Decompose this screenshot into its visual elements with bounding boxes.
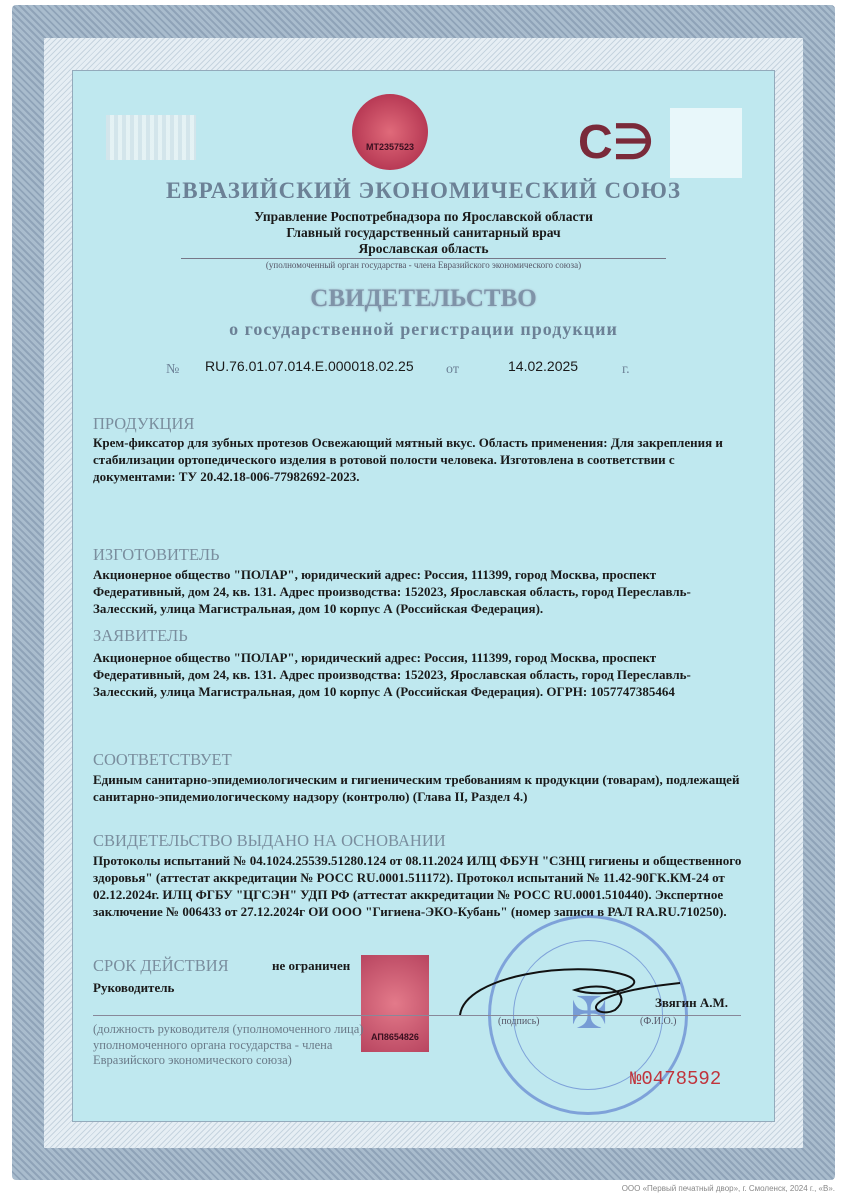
- signature-caption: (подпись): [498, 1016, 540, 1027]
- name-caption: (Ф.И.О.): [640, 1016, 677, 1027]
- hologram-bottom-code: АП8654826: [371, 1032, 419, 1042]
- conforms-text: Единым санитарно-эпидемиологическим и гигиеническим требованиям к продукции (товарам), подлежащей санитарно-эпидемиологическому надзору (контролю) (Глава II, Раздел 4.): [93, 772, 740, 804]
- hologram-strip: [106, 115, 196, 160]
- white-patch: [670, 108, 742, 178]
- signatory-name: Звягин А.М.: [655, 995, 729, 1010]
- conforms-heading: СООТВЕТСТВУЕТ: [93, 750, 232, 769]
- year-suffix: г.: [622, 362, 630, 377]
- position-caption: (должность руководителя (уполномоченного лица) уполномоченного органа государства - члена Евразийского экономического союза): [93, 1022, 364, 1067]
- role-label: Руководитель: [93, 980, 175, 995]
- manufacturer-heading: ИЗГОТОВИТЕЛЬ: [93, 545, 220, 564]
- basis-text: Протоколы испытаний № 04.1024.25539.51280.124 от 08.11.2024 ИЛЦ ФБУН "СЗНЦ гигиены и общественного здоровья" (аттестат аккредитации № РОСС RU.0001.511172). Протокол испытаний № 11.42-90ГК.КМ-24 от 02.12.2024г. ИЛЦ ФГБУ "ЦГСЭН" УДП РФ (аттестат аккредитации № РОСС RU.0001.510440). Экспертное заключение № 006433 от 27.12.2024г ОИ ООО "Гигиена-ЭКО-Кубань" (номер записи в РАЛ RA.RU.710250).: [93, 853, 742, 919]
- divider: [181, 258, 666, 259]
- certificate-date: 14.02.2025: [508, 358, 579, 374]
- applicant-text: Акционерное общество "ПОЛАР", юридический адрес: Россия, 111399, город Москва, проспект Федеративный, дом 24, кв. 131. Адрес производства: 152023, Ярославская область, город Переславль-Залесский, улица Магистральная, дом 10 корпус А (Российская Федерация). ОГРН: 1057747385464: [93, 650, 691, 699]
- validity-heading: СРОК ДЕЙСТВИЯ: [93, 956, 229, 975]
- eac-logo: С∋: [578, 116, 655, 169]
- certificate-title: СВИДЕТЕЛЬСТВО: [310, 285, 537, 312]
- number-label: №: [166, 362, 180, 377]
- date-label: от: [446, 362, 459, 377]
- hologram-top: [352, 94, 428, 170]
- authority-line-3: Ярославская область: [358, 241, 489, 256]
- authority-line-2: Главный государственный санитарный врач: [286, 225, 561, 240]
- authority-caption: (уполномоченный орган государства - члена Евразийского экономического союза): [265, 260, 582, 270]
- product-heading: ПРОДУКЦИЯ: [93, 414, 195, 433]
- basis-heading: СВИДЕТЕЛЬСТВО ВЫДАНО НА ОСНОВАНИИ: [93, 831, 446, 850]
- authority-line-1: Управление Роспотребнадзора по Ярославской области: [254, 209, 593, 224]
- hologram-code: МТ2357523: [365, 142, 415, 152]
- union-title: ЕВРАЗИЙСКИЙ ЭКОНОМИЧЕСКИЙ СОЮЗ: [165, 178, 682, 203]
- validity-value: не ограничен: [272, 958, 351, 973]
- printer-imprint: ООО «Первый печатный двор», г. Смоленск, 2024 г., «В».: [621, 1184, 835, 1193]
- certificate-subtitle: о государственной регистрации продукции: [229, 319, 618, 339]
- manufacturer-text: Акционерное общество "ПОЛАР", юридический адрес: Россия, 111399, город Москва, проспект Федеративный, дом 24, кв. 131. Адрес производства: 152023, Ярославская область, город Переславль-Залесский, улица Магистральная, дом 10 корпус А (Российская Федерация).: [93, 567, 691, 616]
- applicant-heading: ЗАЯВИТЕЛЬ: [93, 626, 188, 645]
- product-text: Крем-фиксатор для зубных протезов Освежающий мятный вкус. Область применения: Для закрепления и стабилизации ортопедического изделия в ротовой полости человека. Изготовлена в соответствии с документами: ТУ 20.42.18-006-77982692-2023.: [93, 435, 723, 484]
- form-serial-number: №0478592: [630, 1068, 722, 1090]
- certificate-number: RU.76.01.07.014.Е.000018.02.25: [205, 358, 414, 374]
- eagle-emblem-icon: ✠: [570, 989, 608, 1038]
